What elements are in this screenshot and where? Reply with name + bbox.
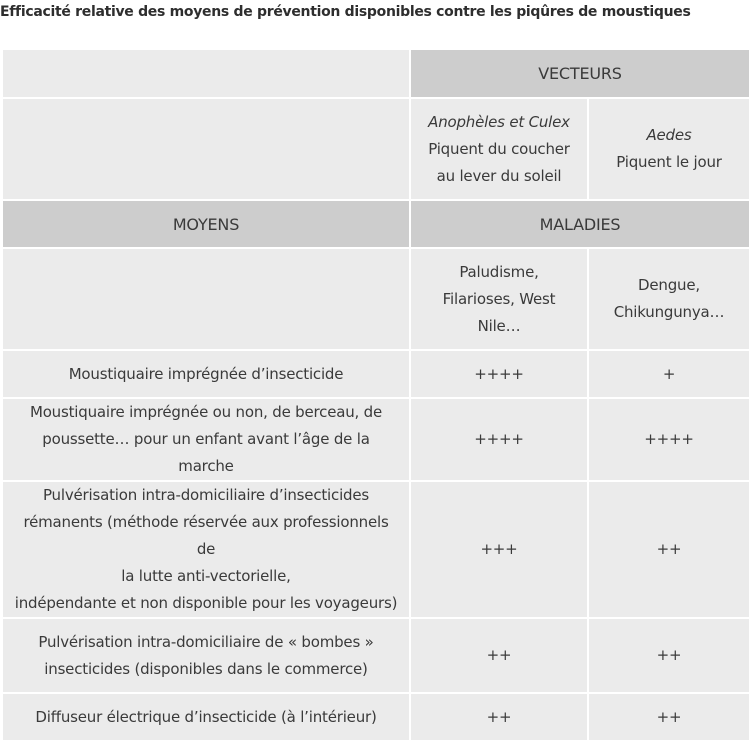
table-row — [2, 398, 749, 481]
vector-aedes-name: Aedes — [646, 126, 692, 144]
moyen-cell — [2, 350, 410, 398]
moyen-line: la lutte anti-vectorielle, — [121, 567, 291, 585]
page-title: Efficacité relative des moyens de prévention disponibles contre les piqûres de moustiques — [0, 4, 691, 20]
disease-anopheles-cell — [410, 248, 588, 350]
moyen-cell — [2, 693, 410, 741]
rating-aedes: ++ — [588, 481, 749, 618]
prevention-table — [1, 48, 749, 742]
vector-anopheles-desc-2: au lever du soleil — [436, 166, 562, 185]
moyen-line: rémanents (méthode réservée aux professionnels de — [23, 513, 389, 558]
rating-aedes: ++++ — [588, 398, 749, 481]
moyen-line: Pulvérisation intra-domiciliaire d’insecticides — [42, 486, 370, 504]
vector-anopheles-desc-1: Piquent du coucher — [428, 139, 570, 158]
rating-aedes: + — [588, 350, 749, 398]
moyen-line: insecticides (disponibles dans le commerce) — [44, 659, 368, 678]
rating-anopheles: ++++ — [410, 350, 588, 398]
table-row — [2, 481, 749, 618]
moyen-line: Moustiquaire imprégnée ou non, de berceau, de — [29, 403, 383, 421]
rating-anopheles: ++ — [410, 618, 588, 693]
header-row-vecteurs — [2, 49, 749, 98]
empty-vector-cell — [2, 98, 410, 200]
header-row-moyens-maladies — [2, 200, 749, 248]
table-row — [2, 693, 749, 741]
moyen-line: indépendante et non disponible pour les voyageurs) — [14, 594, 398, 612]
maladies-header: MALADIES — [410, 200, 749, 248]
rating-anopheles: ++ — [410, 693, 588, 741]
moyen-cell — [2, 398, 410, 481]
moyen-line: Pulvérisation intra-domiciliaire de « bombes » — [38, 632, 374, 651]
empty-header-cell — [2, 49, 410, 98]
vector-aedes-desc-1: Piquent le jour — [616, 153, 722, 171]
moyen-line: poussette… pour un enfant avant l’âge de la marche — [42, 430, 370, 475]
moyen-line: Moustiquaire imprégnée d’insecticide — [68, 364, 344, 383]
table-row — [2, 350, 749, 398]
moyen-cell — [2, 481, 410, 618]
rating-aedes: ++ — [588, 693, 749, 741]
diseases-row — [2, 248, 749, 350]
vector-aedes-cell — [588, 98, 749, 200]
disease-aedes-cell — [588, 248, 749, 350]
disease-anopheles-line-3: Nile… — [477, 316, 521, 335]
disease-aedes-line-2: Chikungunya… — [613, 303, 725, 321]
empty-disease-cell — [2, 248, 410, 350]
vector-anopheles-name: Anophèles et Culex — [428, 112, 570, 131]
rating-anopheles: +++ — [410, 481, 588, 618]
vector-anopheles-cell — [410, 98, 588, 200]
moyens-header: MOYENS — [2, 200, 410, 248]
rating-anopheles: ++++ — [410, 398, 588, 481]
rating-aedes: ++ — [588, 618, 749, 693]
disease-anopheles-line-2: Filarioses, West — [442, 289, 556, 308]
vecteurs-header: VECTEURS — [410, 49, 749, 98]
moyen-cell — [2, 618, 410, 693]
vector-names-row — [2, 98, 749, 200]
moyen-line: Diffuseur électrique d’insecticide (à l’intérieur) — [35, 707, 377, 726]
table-row — [2, 618, 749, 693]
disease-anopheles-line-1: Paludisme, — [459, 262, 539, 281]
disease-aedes-line-1: Dengue, — [638, 276, 700, 294]
